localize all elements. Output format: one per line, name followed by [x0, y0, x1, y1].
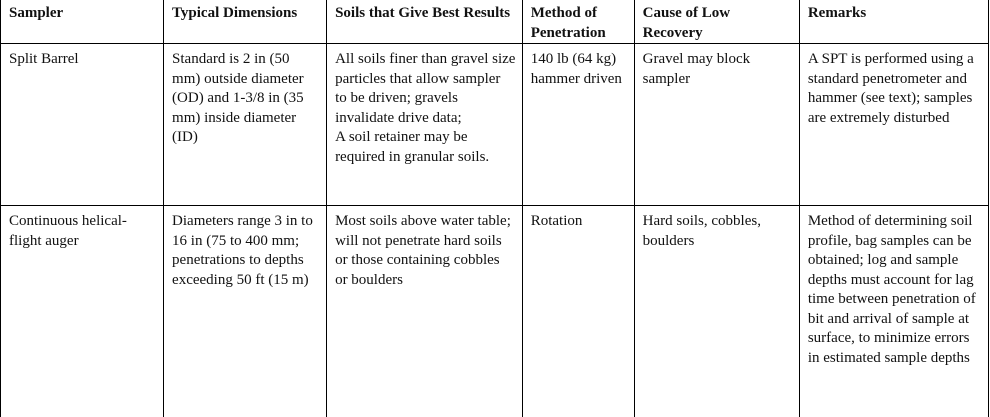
cell-typical-dimensions: Diameters range 3 in to 16 in (75 to 400 mm; penetrations to depths exceeding 50 ft (15 m) [164, 206, 327, 417]
cell-method-of-penetration: Rotation [522, 206, 634, 417]
cell-typical-dimensions: Standard is 2 in (50 mm) outside diameter (OD) and 1-3/8 in (35 mm) inside diameter (ID) [164, 44, 327, 206]
table-header-row [1, 0, 989, 44]
header-method-of-penetration: Method of Penetration [522, 0, 634, 44]
header-typical-dimensions: Typical Dimensions [164, 0, 327, 44]
cell-remarks: A SPT is performed using a standard penetrometer and hammer (see text); samples are extremely disturbed [799, 44, 988, 206]
cell-remarks: Method of determining soil profile, bag samples can be obtained; log and sample depths must account for lag time between penetration of bit and arrival of sample at surface, to minimize errors in estimated sample depths [799, 206, 988, 417]
header-soils-best-results: Soils that Give Best Results [327, 0, 523, 44]
header-remarks: Remarks [799, 0, 988, 44]
header-cause-low-recovery: Cause of Low Recovery [634, 0, 799, 44]
cell-cause-low-recovery: Hard soils, cobbles, boulders [634, 206, 799, 417]
table-row [1, 44, 989, 206]
cell-sampler: Split Barrel [1, 44, 164, 206]
header-sampler: Sampler [1, 0, 164, 44]
cell-sampler: Continuous helical-flight auger [1, 206, 164, 417]
cell-cause-low-recovery: Gravel may block sampler [634, 44, 799, 206]
cell-soils-best-results: Most soils above water table; will not penetrate hard soils or those containing cobbles or boulders [327, 206, 523, 417]
cell-soils-best-results: All soils finer than gravel size particles that allow sampler to be driven; gravels invalidate drive data; A soil retainer may be required in granular soils. [327, 44, 523, 206]
table-row [1, 206, 989, 417]
cell-method-of-penetration: 140 lb (64 kg) hammer driven [522, 44, 634, 206]
